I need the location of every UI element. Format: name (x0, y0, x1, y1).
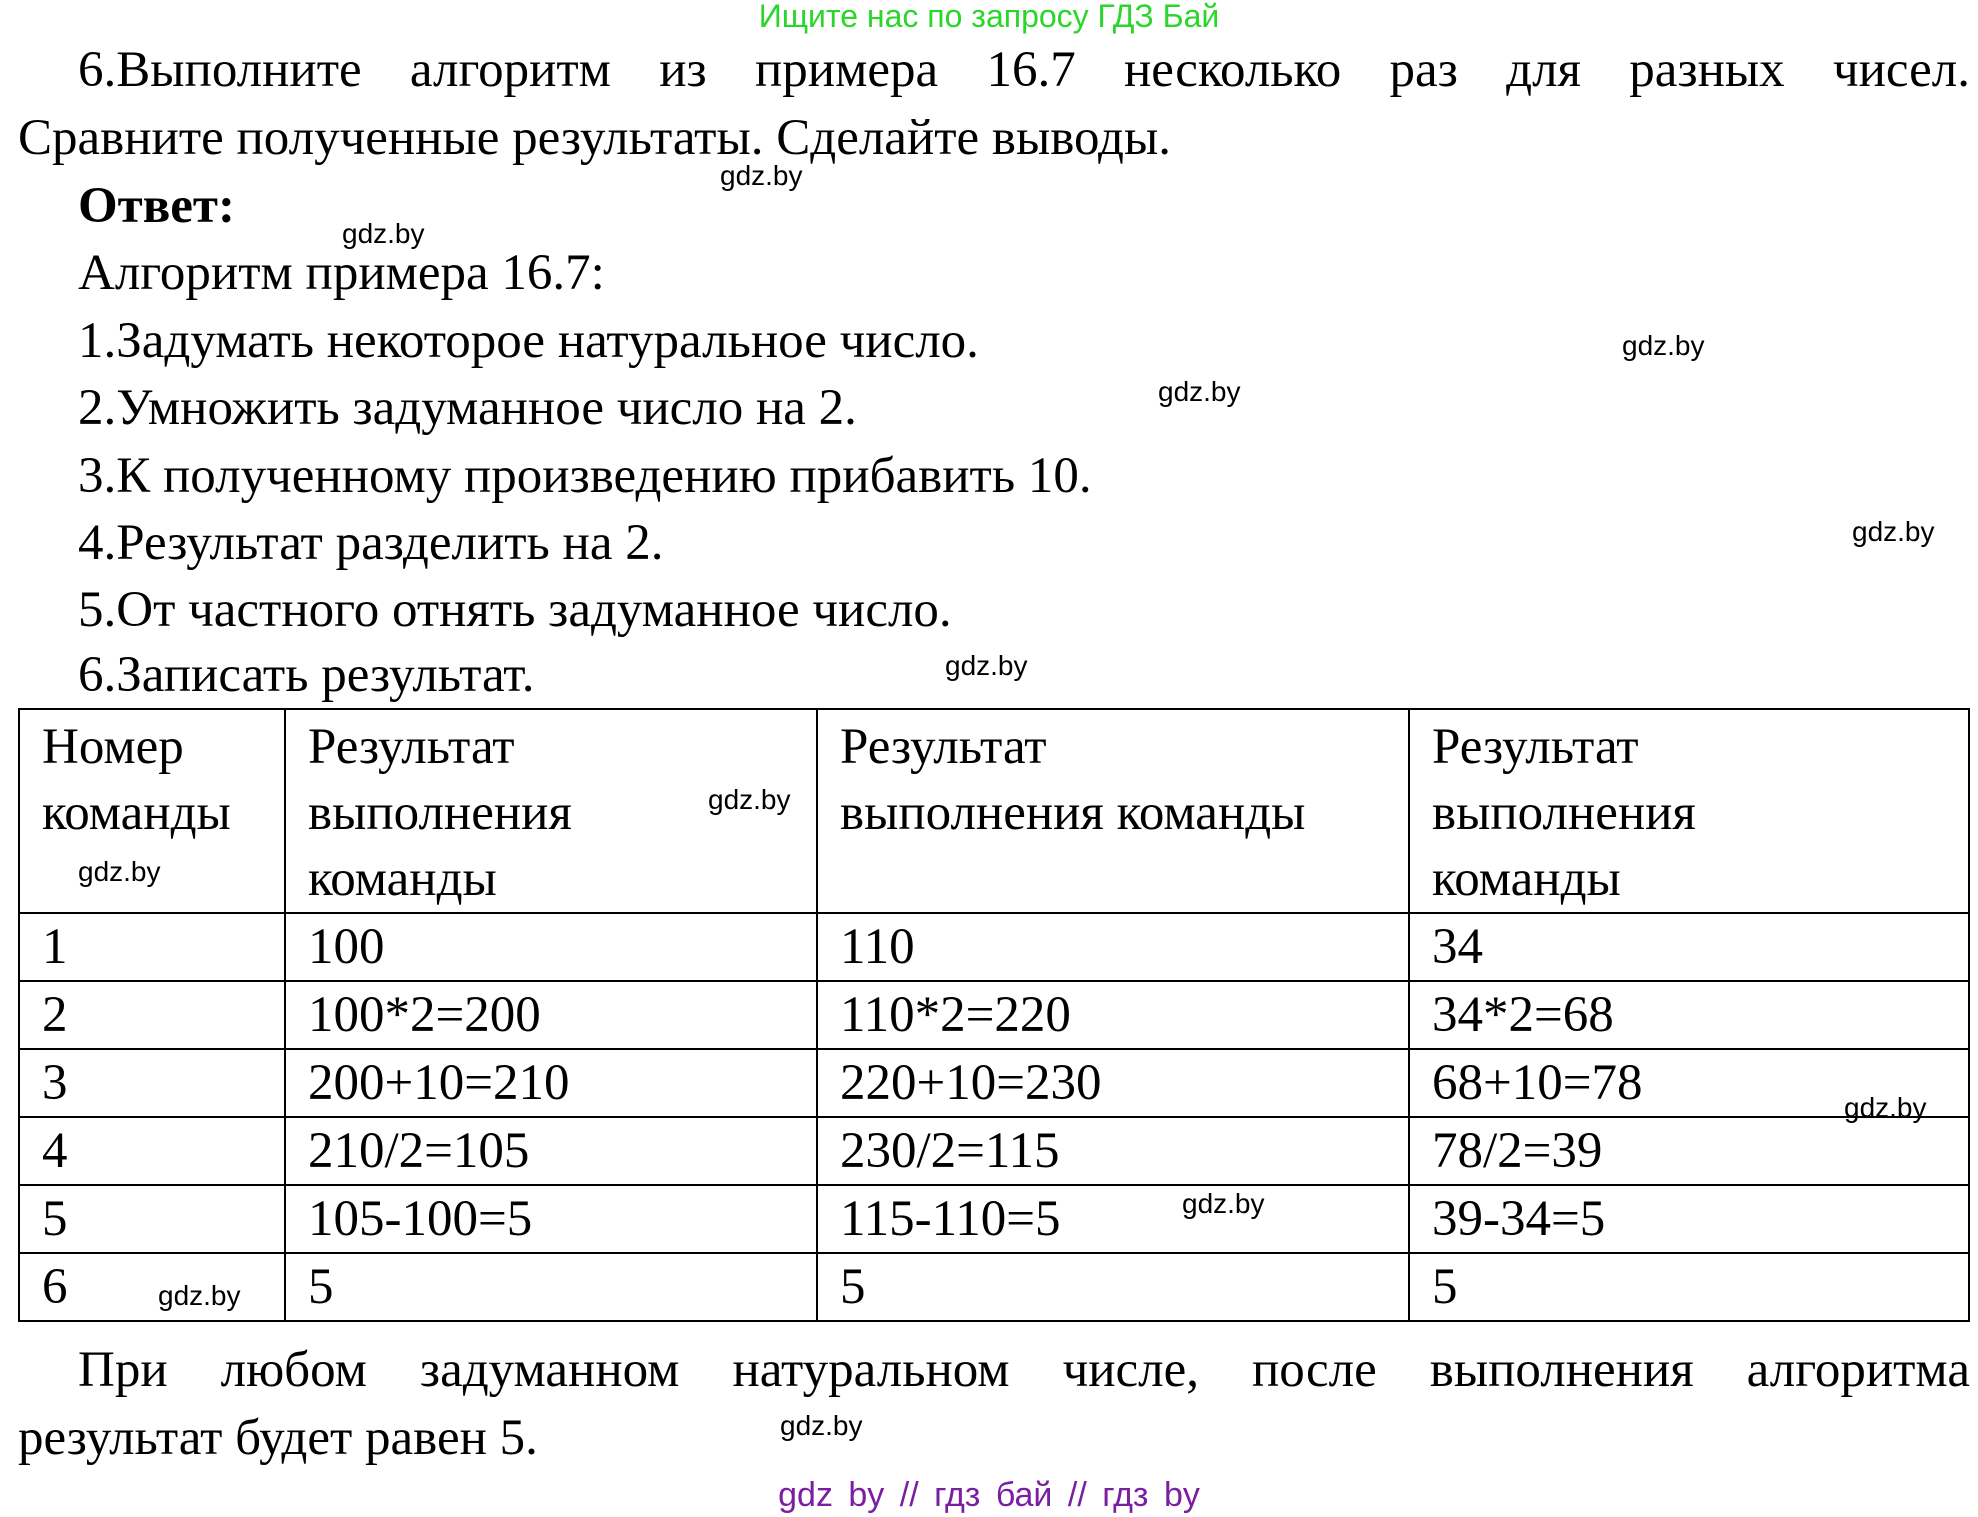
header-result-3 (1409, 709, 1969, 913)
table-cell: 100 (285, 913, 817, 981)
table-cell: 230/2=115 (817, 1117, 1409, 1185)
algorithm-step: 4.Результат разделить на 2. (78, 515, 664, 571)
watermark: gdz.by (78, 856, 161, 887)
header-line: команды (308, 851, 497, 907)
header-result-2 (817, 709, 1409, 913)
table-row (19, 1253, 1969, 1321)
algorithm-step: 5.От частного отнять задуманное число. (78, 582, 952, 638)
header-line: Результат (1432, 719, 1639, 775)
table-cell: 220+10=230 (817, 1049, 1409, 1117)
watermark: gdz.by (342, 218, 425, 249)
watermark: gdz.by (1622, 330, 1705, 361)
table-cell: 39-34=5 (1409, 1185, 1969, 1253)
watermark: gdz.by (1852, 516, 1935, 547)
task-line-1: 6.Выполните алгоритм из примера 16.7 несколько раз для разных чисел. (78, 42, 1970, 98)
table-cell: 34*2=68 (1409, 981, 1969, 1049)
conclusion-line-1: При любом задуманном натуральном числе, после выполнения алгоритма (78, 1342, 1970, 1398)
table-cell: 200+10=210 (285, 1049, 817, 1117)
algorithm-step: 6.Записать результат. (78, 647, 535, 703)
algorithm-step: 2.Умножить задуманное число на 2. (78, 380, 857, 436)
header-line: Результат (308, 719, 515, 775)
watermark: gdz.by (1158, 376, 1241, 407)
table-cell: 5 (1409, 1253, 1969, 1321)
table-cell: 110 (817, 913, 1409, 981)
table-cell: 4 (19, 1117, 285, 1185)
watermark: gdz.by (708, 784, 791, 815)
conclusion-line-2: результат будет равен 5. (18, 1410, 538, 1466)
table-cell: 5 (817, 1253, 1409, 1321)
watermark: gdz.by (720, 160, 803, 191)
table-cell: 2 (19, 981, 285, 1049)
watermark: gdz.by (158, 1280, 241, 1311)
table-cell: 3 (19, 1049, 285, 1117)
watermark: gdz.by (1182, 1188, 1265, 1219)
header-line: Номер (42, 719, 184, 775)
table-cell: 34 (1409, 913, 1969, 981)
algorithm-step: 3.К полученному произведению прибавить 10. (78, 448, 1092, 504)
header-line: выполнения (308, 785, 572, 841)
table-cell: 68+10=78 (1409, 1049, 1969, 1117)
answer-label: Ответ: (78, 178, 235, 234)
table-cell: 1 (19, 913, 285, 981)
task-line-2: Сравните полученные результаты. Сделайте выводы. (18, 110, 1171, 166)
table-row (19, 913, 1969, 981)
table-header-row (19, 709, 1969, 913)
algorithm-step: 1.Задумать некоторое натуральное число. (78, 313, 979, 369)
header-line: выполнения команды (840, 785, 1306, 841)
header-line: команды (42, 785, 231, 841)
table-cell: 110*2=220 (817, 981, 1409, 1049)
table-cell: 115-110=5 (817, 1185, 1409, 1253)
footer-links: gdz by // гдз бай // гдз by (778, 1476, 1200, 1514)
table-cell: 210/2=105 (285, 1117, 817, 1185)
results-table (18, 708, 1970, 1322)
table-row (19, 1185, 1969, 1253)
watermark: gdz.by (945, 650, 1028, 681)
table-cell: 100*2=200 (285, 981, 817, 1049)
table-row (19, 1117, 1969, 1185)
table-cell: 6 (19, 1253, 285, 1321)
watermark: gdz.by (780, 1410, 863, 1441)
table-row (19, 1049, 1969, 1117)
header-line: команды (1432, 851, 1621, 907)
algorithm-title: Алгоритм примера 16.7: (78, 245, 605, 301)
table-cell: 78/2=39 (1409, 1117, 1969, 1185)
table-cell: 5 (285, 1253, 817, 1321)
watermark: gdz.by (1844, 1092, 1927, 1123)
table-row (19, 981, 1969, 1049)
table-cell: 5 (19, 1185, 285, 1253)
header-line: Результат (840, 719, 1047, 775)
table-cell: 105-100=5 (285, 1185, 817, 1253)
top-banner: Ищите нас по запросу ГДЗ Бай (758, 0, 1220, 34)
header-line: выполнения (1432, 785, 1696, 841)
